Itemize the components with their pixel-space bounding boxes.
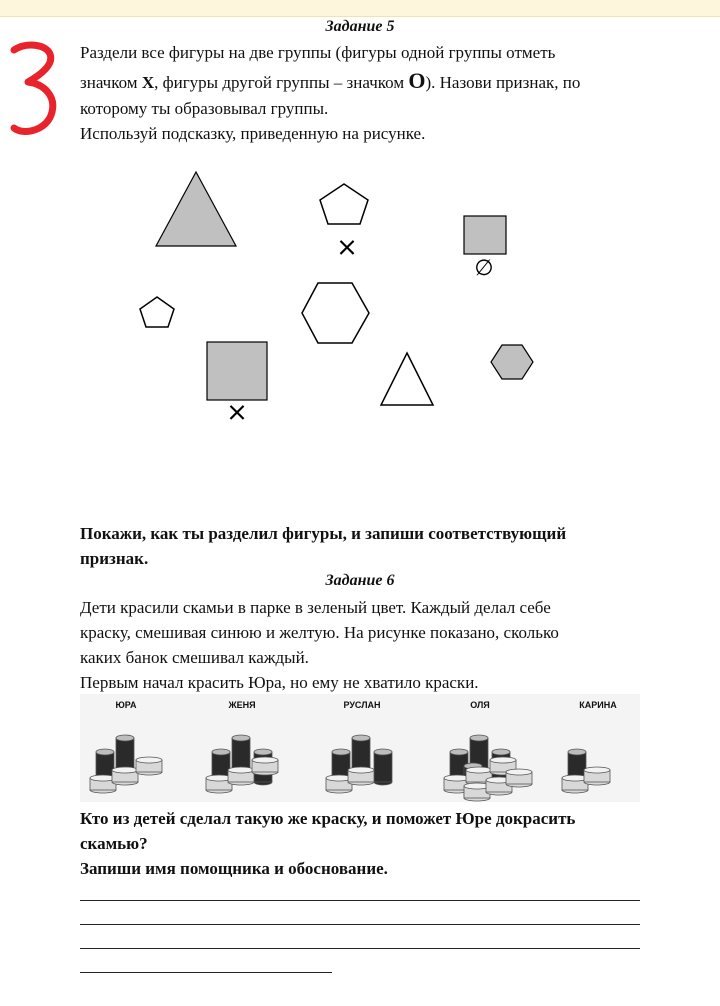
child-name-olya: ОЛЯ: [470, 700, 490, 710]
task5-text-line-3: которому ты образовывал группы.: [80, 99, 329, 118]
hexagon-large-white: [302, 283, 369, 343]
dark-paint-can: [232, 735, 250, 771]
task6-text-line-1: Дети красили скамьи в парке в зеленый цвет. Каждый делал себе: [80, 598, 551, 617]
light-paint-can: [136, 757, 162, 775]
answer-line-1[interactable]: [80, 900, 640, 901]
hexagon-small-gray: [491, 345, 533, 379]
handwritten-score-3: [6, 40, 60, 140]
paint-cans-figure: [80, 694, 640, 802]
top-band: [0, 0, 720, 17]
task6-question-line-1: Кто из детей сделал такую же краску, и поможет Юре докрасить: [80, 809, 576, 828]
triangle-large-gray: [156, 172, 236, 246]
square-large-gray: [207, 342, 267, 400]
task5-text-line-2: значком Х, фигуры другой группы – значком О). Назови признак, по: [80, 68, 581, 93]
task5-instruction-line-1: Покажи, как ты разделил фигуры, и запиши соответствующий: [80, 524, 567, 543]
light-paint-can: [228, 767, 254, 785]
task5-text-line-4: Используй подсказку, приведенную на рисунке.: [80, 124, 426, 143]
child-name-karina: КАРИНА: [579, 700, 617, 710]
pentagon-tiny-white: [140, 297, 174, 327]
task5-instruction-line-2: признак.: [80, 549, 149, 568]
light-paint-can: [584, 767, 610, 785]
child-name-zhenya: ЖЕНЯ: [228, 700, 256, 710]
shapes-figure: [0, 160, 720, 430]
square-small-gray: [464, 216, 506, 254]
mark-o-label: О: [408, 68, 426, 93]
child-name-yura: ЮРА: [115, 700, 137, 710]
light-paint-can: [252, 757, 278, 775]
task6-text-line-3: каких банок смешивал каждый.: [80, 648, 309, 667]
dark-paint-can: [116, 735, 134, 771]
light-paint-can: [348, 767, 374, 785]
cans-drawing: [80, 694, 640, 802]
cross-mark-pentagon: ×: [336, 232, 358, 263]
answer-line-4[interactable]: [80, 972, 332, 973]
answer-line-3[interactable]: [80, 948, 640, 949]
task6-title: Задание 6: [325, 572, 395, 589]
dark-paint-can: [374, 749, 392, 785]
mark-x-label: Х: [141, 73, 155, 92]
light-paint-can: [506, 769, 532, 787]
child-name-ruslan: РУСЛАН: [343, 700, 381, 710]
cross-mark-large-square: ×: [226, 397, 248, 428]
answer-line-2[interactable]: [80, 924, 640, 925]
task6-text-line-4: Первым начал красить Юра, но ему не хватило краски.: [80, 673, 479, 692]
task6-question-line-2: скамью?: [80, 834, 148, 853]
dark-paint-can: [352, 735, 370, 771]
task5-title: Задание 5: [325, 18, 395, 35]
task5-text-line-1: Раздели все фигуры на две группы (фигуры одной группы отметь: [80, 43, 556, 62]
light-paint-can: [112, 767, 138, 785]
task6-text-line-2: краску, смешивая синюю и желтую. На рисунке показано, сколько: [80, 623, 559, 642]
pentagon-small-white: [320, 184, 368, 224]
triangle-white: [381, 353, 433, 405]
circle-slash-mark-square: ∅: [474, 256, 494, 281]
task6-question-line-3: Запиши имя помощника и обоснование.: [80, 859, 388, 878]
